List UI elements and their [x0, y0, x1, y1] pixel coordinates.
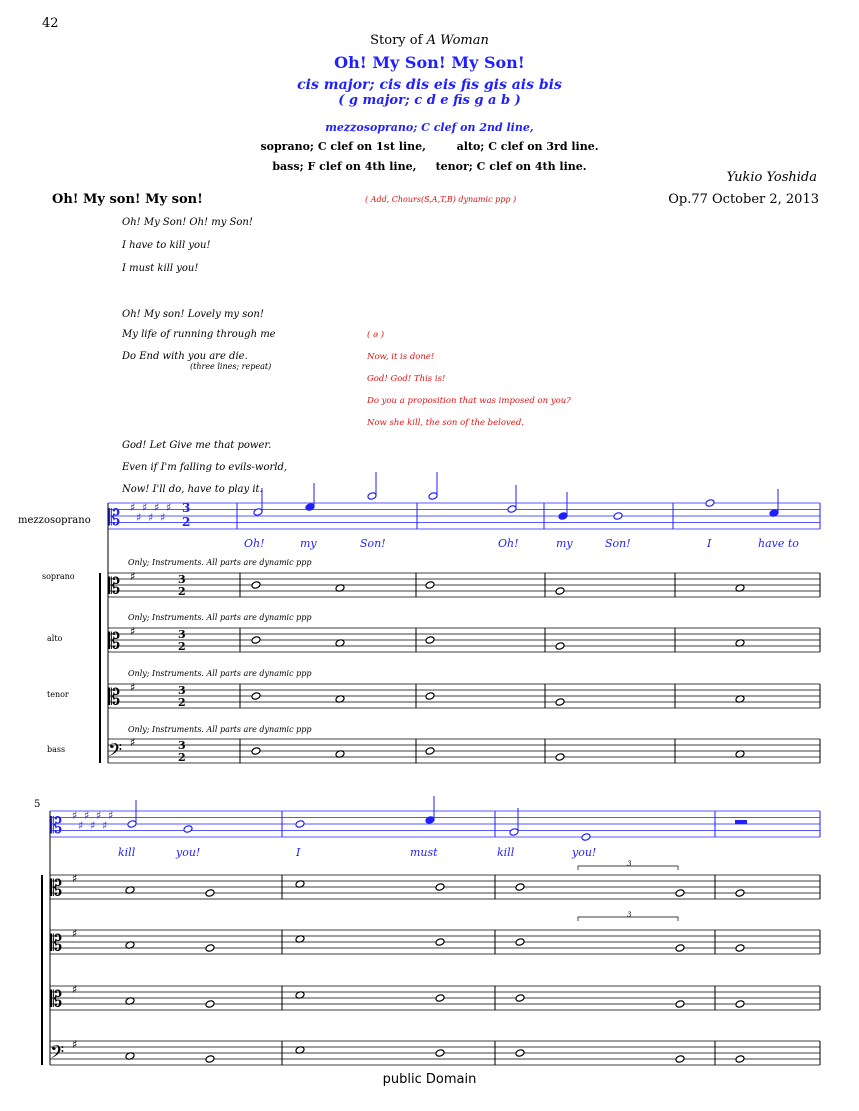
footer-license: public Domain	[382, 1072, 477, 1087]
staff-name-tenor: tenor	[47, 690, 69, 699]
time-sig-bottom: 2	[178, 751, 186, 764]
note-head	[581, 833, 591, 842]
clef-icon: 𝄡	[108, 629, 121, 655]
note-head	[735, 944, 745, 953]
note-head	[425, 692, 435, 701]
measure-number: 5	[34, 799, 41, 810]
time-sig-bottom: 2	[178, 696, 186, 709]
lyric-line: I have to kill you!	[122, 240, 211, 251]
staff-name-soprano: soprano	[42, 572, 75, 581]
story-prefix: Story of	[370, 33, 423, 48]
staff-name-alto: alto	[47, 634, 63, 643]
sung-lyric: you!	[572, 846, 597, 859]
time-sig-top: 3	[178, 684, 186, 697]
sung-lyric: Son!	[360, 537, 386, 550]
note-head	[435, 994, 445, 1003]
note-head	[555, 587, 565, 596]
instrument-note: Only; Instruments. All parts are dynamic ppp	[128, 613, 312, 622]
red-lyric-line: ( ə )	[367, 330, 385, 340]
sharp-sign: ♯	[130, 736, 136, 750]
sharp-sign: ♯	[72, 927, 78, 941]
note-head	[205, 944, 215, 953]
time-sig-top: 3	[182, 501, 191, 515]
red-lyric-line: Now she kill, the son of the beloved.	[367, 418, 524, 428]
note-head	[251, 581, 261, 590]
note-head	[425, 747, 435, 756]
note-head	[127, 820, 137, 829]
red-lyric-line: Do you a proposition that was imposed on you?	[367, 396, 571, 406]
clef-icon: 𝄡	[108, 685, 121, 711]
sharp-sign: ♯	[72, 808, 78, 822]
clef-icon: 𝄡	[50, 876, 63, 902]
note-head	[251, 692, 261, 701]
clef-icon: 𝄡	[108, 506, 121, 532]
opus-date: Op.77 October 2, 2013	[668, 192, 819, 207]
page-title: Oh! My Son! My Son!	[334, 53, 525, 72]
lyric-line: Oh! My son! Lovely my son!	[122, 309, 264, 320]
sharp-sign: ♯	[130, 681, 136, 695]
triplet-mark: 3	[627, 860, 632, 868]
lyric-line: God! Let Give me that power.	[122, 440, 272, 451]
note-head	[515, 994, 525, 1003]
triplet-mark: 3	[627, 911, 632, 919]
red-lyric-line: God! God! This is!	[367, 374, 446, 384]
note-head	[253, 508, 263, 517]
sharp-sign: ♯	[72, 1038, 78, 1052]
note-head	[305, 503, 315, 512]
lyric-line: My life of running through me	[122, 329, 276, 340]
note-head	[735, 1000, 745, 1009]
note-head	[509, 828, 519, 837]
sharp-sign: ♯	[108, 808, 114, 822]
note-head	[367, 492, 377, 501]
page-number: 42	[42, 16, 59, 31]
note-head	[205, 1000, 215, 1009]
clef-icon: 𝄢	[50, 1042, 65, 1068]
sung-lyric: Son!	[605, 537, 631, 550]
clef-icon: 𝄡	[50, 987, 63, 1013]
key-line-1: cis major; cis dis eis fis gis ais bis	[297, 77, 562, 93]
sharp-sign: ♯	[72, 983, 78, 997]
note-head	[251, 636, 261, 645]
voice-line-2: soprano; C clef on 1st line, alto; C clef on 3rd line.	[260, 140, 599, 153]
time-sig-bottom: 2	[178, 640, 186, 653]
note-head	[425, 636, 435, 645]
clef-icon: 𝄡	[50, 814, 63, 840]
voice-line-1: mezzosoprano; C clef on 2nd line,	[325, 121, 534, 134]
note-head	[205, 1055, 215, 1064]
note-head	[251, 747, 261, 756]
lyric-line: Even if I'm falling to evils-world,	[122, 462, 288, 473]
sharp-sign: ♯	[72, 872, 78, 886]
sharp-sign: ♯	[142, 500, 148, 514]
composer: Yukio Yoshida	[726, 170, 817, 185]
note-head	[558, 512, 568, 521]
chorus-note: ( Add, Chours(S,A,T,B) dynamic ppp )	[365, 195, 517, 204]
sharp-sign: ♯	[154, 500, 160, 514]
sung-lyric: kill	[118, 846, 136, 859]
sharp-sign: ♯	[160, 511, 166, 525]
note-head	[705, 499, 715, 508]
story-title: A Woman	[426, 33, 489, 48]
note-head	[515, 883, 525, 892]
lyric-line: Do End with you are die.	[122, 351, 248, 362]
subtitle: Oh! My son! My son!	[52, 192, 203, 207]
staff-name-mezzosoprano: mezzosoprano	[18, 515, 91, 526]
sharp-sign: ♯	[102, 819, 108, 833]
note-head	[515, 1049, 525, 1058]
sung-lyric: I	[707, 537, 712, 550]
time-sig-top: 3	[178, 739, 186, 752]
note-head	[428, 492, 438, 501]
note-head	[613, 512, 623, 521]
sharp-sign: ♯	[136, 511, 142, 525]
sung-lyric: Oh!	[244, 537, 265, 550]
rest-mark	[735, 820, 747, 824]
sharp-sign: ♯	[84, 808, 90, 822]
sung-lyric: my	[556, 537, 573, 550]
repeat-note: (three lines; repeat)	[190, 362, 272, 371]
instrument-note: Only; Instruments. All parts are dynamic ppp	[128, 558, 312, 567]
sharp-sign: ♯	[130, 570, 136, 584]
note-head	[515, 938, 525, 947]
note-head	[735, 1055, 745, 1064]
clef-icon: 𝄡	[50, 931, 63, 957]
note-head	[675, 889, 685, 898]
sharp-sign: ♯	[96, 808, 102, 822]
voice-line-3: bass; F clef on 4th line, tenor; C clef on 4th line.	[272, 160, 587, 173]
sharp-sign: ♯	[166, 500, 172, 514]
staff-name-bass: bass	[47, 745, 66, 754]
sung-lyric: my	[300, 537, 317, 550]
time-sig-bottom: 2	[178, 585, 186, 598]
note-head	[735, 889, 745, 898]
instrument-note: Only; Instruments. All parts are dynamic ppp	[128, 669, 312, 678]
note-head	[555, 753, 565, 762]
note-head	[555, 642, 565, 651]
red-lyric-line: Now, it is done!	[367, 352, 435, 362]
sung-lyric: I	[296, 846, 301, 859]
sharp-sign: ♯	[78, 819, 84, 833]
note-head	[425, 816, 435, 825]
note-head	[205, 889, 215, 898]
lyric-line: Oh! My Son! Oh! my Son!	[122, 217, 253, 228]
clef-icon: 𝄢	[108, 740, 123, 766]
sung-lyric: must	[410, 846, 438, 859]
note-head	[435, 1049, 445, 1058]
sharp-sign: ♯	[148, 511, 154, 525]
note-head	[435, 883, 445, 892]
time-sig-top: 3	[178, 628, 186, 641]
key-line-2: ( g major; c d e fis g a b )	[338, 93, 521, 108]
instrument-note: Only; Instruments. All parts are dynamic ppp	[128, 725, 312, 734]
sharp-sign: ♯	[130, 625, 136, 639]
sung-lyric: kill	[497, 846, 515, 859]
sung-lyric: have to	[758, 537, 799, 550]
note-head	[555, 698, 565, 707]
lyric-line: I must kill you!	[122, 263, 199, 274]
note-head	[435, 938, 445, 947]
note-head	[507, 505, 517, 514]
note-head	[675, 944, 685, 953]
sung-lyric: you!	[176, 846, 201, 859]
sharp-sign: ♯	[90, 819, 96, 833]
note-head	[183, 825, 193, 834]
time-sig-top: 3	[178, 573, 186, 586]
note-head	[675, 1055, 685, 1064]
time-sig-bottom: 2	[182, 515, 191, 529]
sharp-sign: ♯	[130, 500, 136, 514]
note-head	[425, 581, 435, 590]
lyric-line: Now! I'll do, have to play it.	[122, 484, 263, 495]
note-head	[675, 1000, 685, 1009]
clef-icon: 𝄡	[108, 574, 121, 600]
sung-lyric: Oh!	[498, 537, 519, 550]
note-head	[295, 820, 305, 829]
